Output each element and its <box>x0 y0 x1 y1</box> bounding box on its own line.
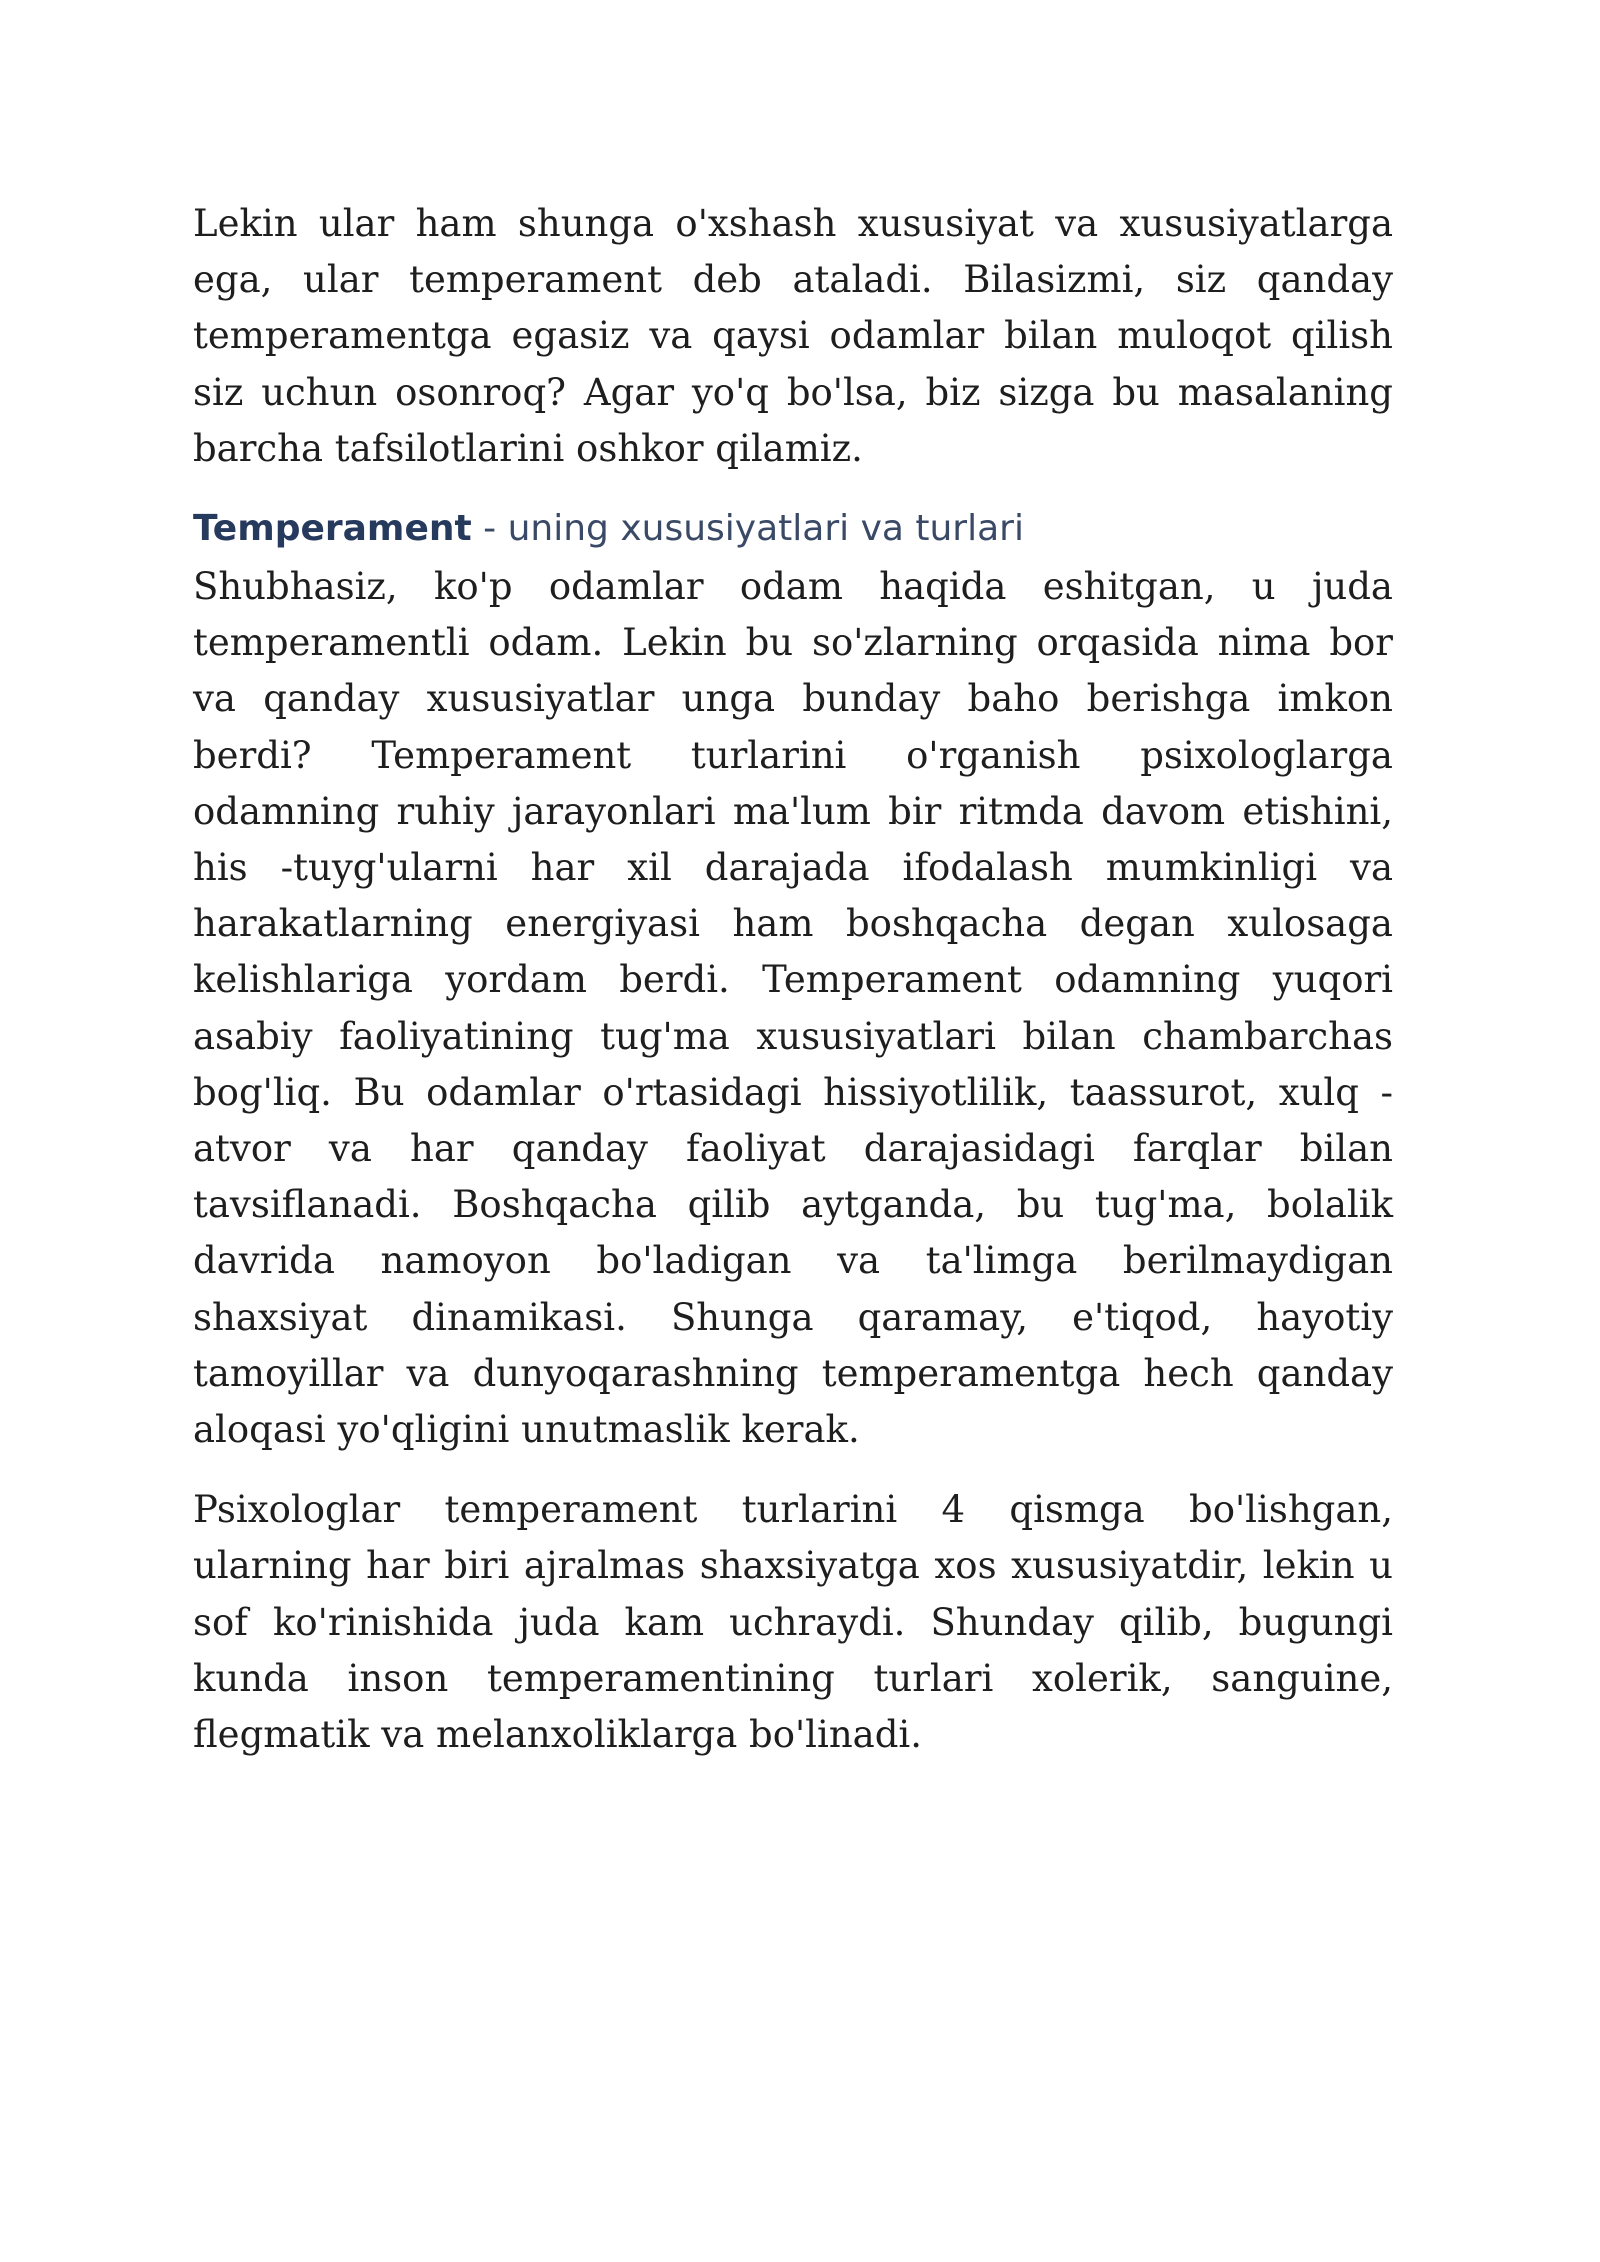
intro-paragraph: Lekin ular ham shunga o'xshash xususiyat va xususiyatlarga ega, ular temperament deb ataladi. Bilasizmi, siz qanday temperamentga egasiz va qaysi odamlar bilan muloqot qilish siz uchun osonroq? Agar yo'q bo'lsa, biz sizga bu masalaning barcha tafsilotlarini oshkor qilamiz. <box>193 202 1393 470</box>
document-body <box>193 196 1393 1763</box>
section-heading-bold: Temperament <box>193 508 472 550</box>
section-heading-subtitle: - uning xususiyatlari va turlari <box>471 508 1024 550</box>
body-paragraph-types: Psixologlar temperament turlarini 4 qismga bo'lishgan, ularning har biri ajralmas shaxsiyatga xos xususiyatdir, lekin u sof ko'rinishida juda kam uchraydi. Shunday qilib, bugungi kunda inson temperamentining turlari xolerik, sanguine, flegmatik va melanxoliklarga bo'linadi. <box>193 1488 1393 1757</box>
body-paragraph-temperament: Shubhasiz, ko'p odamlar odam haqida eshitgan, u juda temperamentli odam. Lekin bu so'zlarning orqasida nima bor va qanday xususiyatlar unga bunday baho berishga imkon berdi? Temperament turlarini o'rganish psixologlarga odamning ruhiy jarayonlari ma'lum bir ritmda davom etishini, his -tuyg'ularni har xil darajada ifodalash mumkinligi va harakatlarning energiyasi ham boshqacha degan xulosaga kelishlariga yordam berdi. Temperament odamning yuqori asabiy faoliyatining tug'ma xususiyatlari bilan chambarchas bog'liq. Bu odamlar o'rtasidagi hissiyotlilik, taassurot, xulq -atvor va har qanday faoliyat darajasidagi farqlar bilan tavsiflanadi. Boshqacha qilib aytganda, bu tug'ma, bolalik davrida namoyon bo'ladigan va ta'limga berilmaydigan shaxsiyat dinamikasi. Shunga qaramay, e'tiqod, hayotiy tamoyillar va dunyoqarashning temperamentga hech qanday aloqasi yo'qligini unutmaslik kerak. <box>193 565 1393 1452</box>
section-heading <box>193 501 1393 557</box>
